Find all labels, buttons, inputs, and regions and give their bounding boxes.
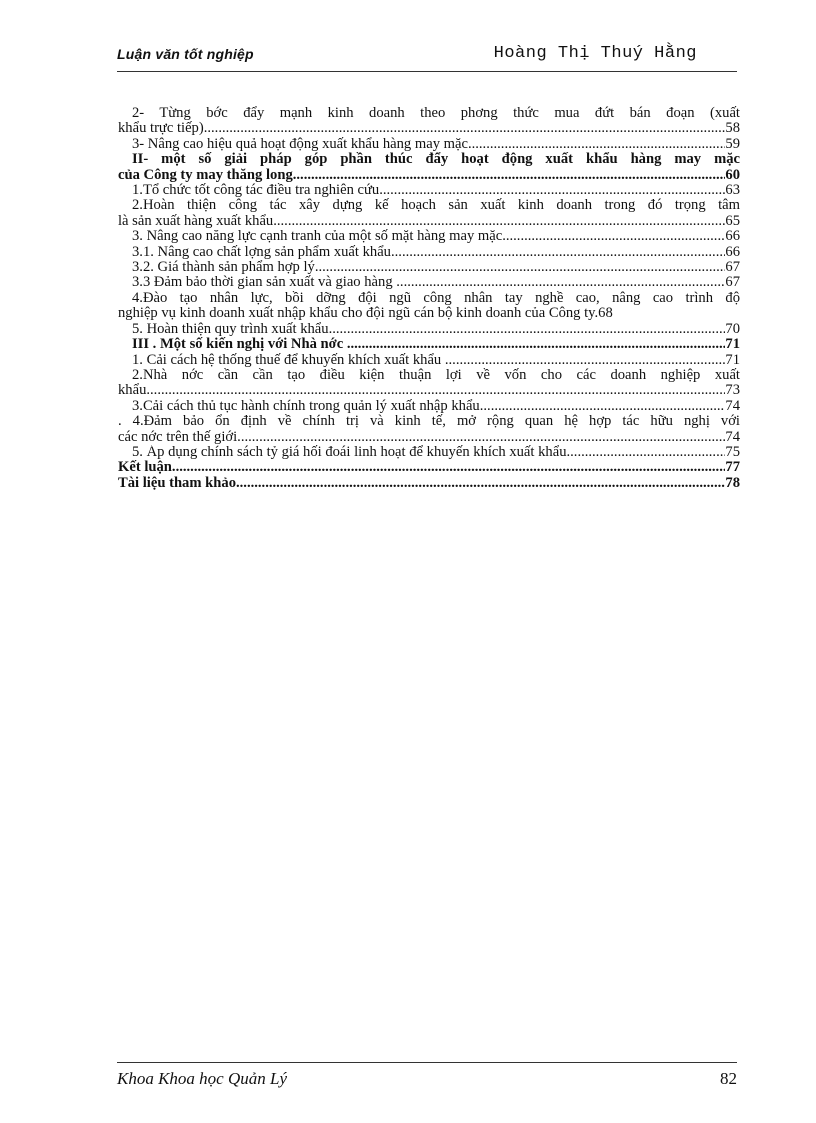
toc-entry-text: 4.Đào tạo nhân lực, bồi dỡng đội ngũ công nhân tay nghề cao, nâng cao trình độ [132,289,740,306]
toc-entry-page: 71 [725,337,740,353]
toc-entry-text-cont: của Công ty may thăng long. [118,167,297,183]
toc-entry-page: 77 [725,460,740,476]
toc-entry-text: 1. Cải cách hệ thống thuế để khuyến khích xuất khẩu . [132,352,449,368]
toc-entry [118,275,740,290]
toc-entry-text: 3.3 Đảm bảo thời gian sản xuất và giao hàng . [132,275,400,291]
toc-entry-page: 75 [725,444,740,460]
toc-entry [118,414,740,445]
toc-entry-text: 3.Cải cách thủ tục hành chính trong quản lý xuất nhập khẩu. [132,398,484,414]
toc-entry-page: 78 [725,475,740,491]
toc-entry-text: Tài liệu tham khảo [118,475,236,491]
header-author-name: Hoàng Thị Thuý Hằng [493,44,697,63]
toc-entry-text: 3.2. Giá thành sản phẩm hợp lý. [132,260,319,276]
toc-entry-page: 67 [725,275,740,291]
toc-entry [118,183,740,198]
toc-entry-page: 71 [725,352,740,368]
toc-entry-text: 5. Áp dụng chính sách tỷ giá hối đoái linh hoạt để khuyến khích xuất khẩu. [132,444,571,460]
footer-faculty-label: Khoa Khoa học Quản Lý [117,1069,287,1088]
toc-entry-section [118,152,740,183]
toc-entry-text: 3- Nâng cao hiệu quả hoạt động xuất khẩu hàng may mặc. [132,136,472,152]
toc-entry-page: 66 [725,244,740,260]
toc-entry [118,399,740,414]
page-footer [117,1062,737,1092]
page-number: 82 [720,1069,737,1088]
toc-entry [118,229,740,244]
toc-entry-text: 2- Từng bớc đẩy mạnh kinh doanh theo phơng thức mua đứt bán đoạn (xuất [132,105,740,121]
toc-entry [118,106,740,137]
toc-entry-text-cont: các nớc trên thế giới [118,429,238,445]
toc-entry-text-cont: khẩu trực tiếp) [118,121,204,137]
table-of-contents [118,106,740,491]
toc-entry-page: 68 [598,306,613,322]
toc-entry [118,198,740,229]
toc-entry-page: 74 [725,398,740,414]
toc-entry-text: 5. Hoàn thiện quy trình xuất khẩu. [132,321,333,337]
toc-entry-text-cont: là sản xuất hàng xuất khẩu. [118,213,277,229]
toc-entry-page: 59 [725,136,740,152]
toc-entry-page: 70 [725,321,740,337]
toc-entry [118,445,740,460]
toc-entry-text: III . Một số kiến nghị với Nhà nớc . [132,337,351,353]
toc-entry-text: 3. Nâng cao năng lực cạnh tranh của một số mặt hàng may mặc. [132,229,506,245]
toc-entry [118,260,740,275]
toc-entry-text: Kết luận. [118,460,176,476]
toc-entry-text-cont: nghiệp vụ kinh doanh xuất nhập khẩu cho đội ngũ cán bộ kinh doanh của Công ty. [118,306,599,322]
toc-entry [118,291,740,322]
toc-entry-page: 67 [725,260,740,276]
toc-entry-page: 74 [725,429,740,445]
toc-entry-text: 1.Tổ chức tốt công tác điều tra nghiên cứu. [132,183,383,199]
toc-entry-page: 65 [725,213,740,229]
toc-entry-page: 66 [725,229,740,245]
toc-entry-text: . 4.Đảm bảo ổn định về chính trị và kinh tế, mở rộng quan hệ hợp tác hữu nghị với [118,413,740,430]
toc-entry [118,353,740,368]
toc-entry-page: 60 [725,167,740,183]
toc-entry-text-cont: khẩu. [118,383,151,399]
toc-entry-text: II- một số giải pháp góp phần thúc đẩy hoạt động xuất khẩu hàng may mặc [132,151,740,168]
toc-entry-page: 63 [725,183,740,199]
toc-entry-text: 2.Nhà nớc cần cần tạo điều kiện thuận lợi về vốn cho các doanh nghiệp xuất [132,366,740,383]
page-header [117,40,737,72]
header-thesis-label: Luận văn tốt nghiệp [117,46,254,62]
toc-entry [118,368,740,399]
toc-entry-section [118,337,740,352]
toc-entry-page: 58 [725,121,740,137]
toc-entry-page: 73 [725,383,740,399]
toc-entry-text: 3.1. Nâng cao chất lợng sản phẩm xuất khẩu. [132,244,395,260]
toc-entry-section [118,476,740,491]
toc-entry [118,245,740,260]
toc-entry-text: 2.Hoàn thiện công tác xây dựng kế hoạch sản xuất kinh doanh trong đó trọng tâm [132,197,740,214]
toc-entry [118,322,740,337]
toc-entry [118,137,740,152]
toc-entry-section [118,460,740,475]
